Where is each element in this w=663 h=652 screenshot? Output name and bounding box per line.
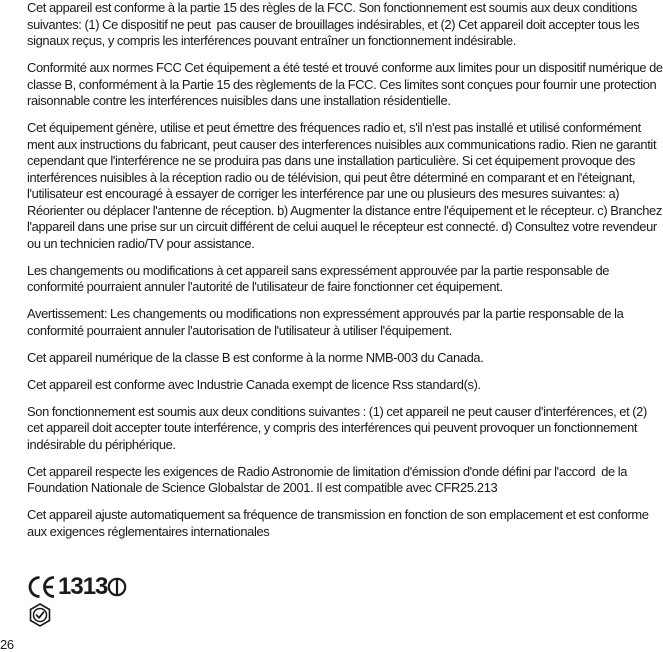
fcc-part15-paragraph: Cet appareil est conforme à la partie 15 des règles de la FCC. Son fonctionnement est soumis aux deux conditions suivantes: (1) Ce dispositif ne peut pas causer de brouillages indésirables, et (2) Cet appareil doit accepter tous les signaux reçus, y compris les interférences pouvant entraîner un fonctionnement indésirable. xyxy=(27,0,643,48)
regulatory-text xyxy=(27,0,663,551)
radio-astronomy-paragraph: Cet appareil respecte les exigences de Radio Astronomie de limitation d'émission d'onde défini par l'accord de la Foundation Nationale de Science Globalstar de 2001. Il est compatible avec CFR25.213 xyxy=(27,463,631,495)
rcm-compliance-icon xyxy=(28,603,52,627)
ce-mark-icon xyxy=(27,575,57,599)
rss-conditions-paragraph: Son fonctionnement est soumis aux deux conditions suivantes : (1) cet appareil ne peut causer d'interférences, et (2) cet appareil doit accepter toute interférence, y compris des interférences qui peuvent provoquer un fonctionnement indésirable du périphérique. xyxy=(27,403,650,452)
warning-paragraph: Avertissement: Les changements ou modifications non expressément approuvés par la partie responsable de la conformité pourraient annuler l'autorisation de l'utilisateur à utiliser l'équipement. xyxy=(27,306,627,338)
interference-paragraph: Cet équipement génère, utilise et peut émettre des fréquences radio et, s'il n'est pas installé et utilisé conformément ment aux instructions du fabricant, peut causer des interferences nuisibles aux communications radio. Rien ne garantit cependant que l'interférence ne se produira pas dans une installation particulière. Si cet équipement provoque des interférences nuisibles à la réception radio ou de télévision, qui peut être déterminé en comparant et en l'éteignant, l'utilisateur est encouragé à essayer de corriger les interférence par une ou plusieurs des mesures suivantes: a) Réorienter ou déplacer l'antenne de réception. b) Augmenter la distance entre l'équipement et le récepteur. c) Branchez l'appareil dans une prise sur un circuit différent de celui auquel le récepteur est connecté. d) Consultez votre revendeur ou un technicien radio/TV pour assistance. xyxy=(27,120,662,251)
certification-marks xyxy=(27,574,147,634)
ce-mark xyxy=(27,574,127,600)
frequency-adjust-paragraph: Cet appareil ajuste automatiquement sa fréquence de transmission en fonction de son emplacement et est conforme aux exigences réglementaires internationales xyxy=(27,507,652,539)
nmb-003-paragraph: Cet appareil numérique de la classe B est conforme à la norme NMB-003 du Canada. xyxy=(27,349,484,365)
fcc-class-b-paragraph: Conformité aux normes FCC Cet équipement a été testé et trouvé conforme aux limites pour un dispositif numérique de classe B, conformément à la Partie 15 des règlements de la FCC. Ces limites sont conçues pour fournir une protection raisonnable contre les interférences nuisibles dans une installation résidentielle. xyxy=(27,60,663,108)
modifications-paragraph: Les changements ou modifications à cet appareil sans expressément approuvée par la partie responsable de conformité pourraient annuler l'autorité de l'utilisateur de faire fonctionner cet équipement. xyxy=(27,262,613,294)
notified-body-number: 1313 xyxy=(58,573,108,600)
page-number: 26 xyxy=(0,637,14,652)
rcm-mark xyxy=(28,603,52,632)
industry-canada-paragraph: Cet appareil est conforme avec Industrie Canada exempt de licence Rss standard(s). xyxy=(27,376,481,392)
class-2-alert-icon xyxy=(107,575,127,599)
